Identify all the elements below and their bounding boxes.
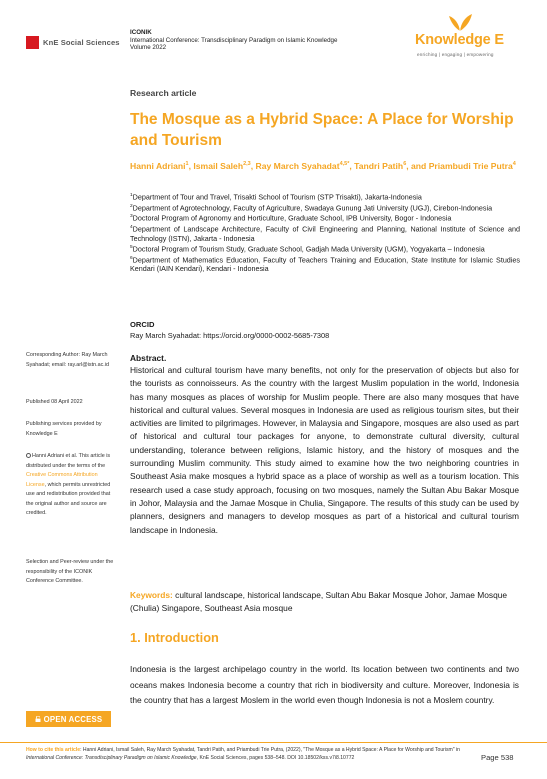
affiliation-text: Department of Agrotechnology, Faculty of Agriculture, Swadaya Gunung Jati University (UGJ), Cirebon-Indonesia (132, 203, 493, 213)
brand-tagline: enriching | engaging | empowering (417, 52, 494, 57)
copyright-notice: Hanni Adriani et al. This article is distributed under the terms of the Creative Commons Attribution License, which permits unrestricted use and redistribution provided that the original author and source are credited. (26, 453, 111, 516)
section-heading: 1. Introduction (130, 630, 219, 645)
author-affiliation-marker: 4,5* (339, 161, 350, 167)
author-name: Priambudi Trie Putra (428, 160, 513, 171)
abstract-heading: Abstract. (130, 353, 167, 363)
lock-open-icon (35, 716, 41, 722)
affiliation-number: 3 (130, 214, 133, 220)
author-affiliation-marker: 1 (185, 161, 189, 167)
author-affiliation-marker: 4 (512, 161, 516, 167)
footer-rule (0, 742, 547, 743)
affiliation-text: Doctoral Program of Tourism Study, Graduate School, Gadjah Mada University (UGM), Yogyakarta – Indonesia (132, 244, 485, 254)
publishing-services: Publishing services provided by Knowledge E (26, 421, 102, 437)
affiliation (130, 223, 520, 243)
knowledge-e-logo (411, 14, 539, 62)
author-name: Hanni Adriani (130, 160, 186, 171)
author-name: Tandri Patih (354, 160, 404, 171)
affiliation-list (130, 191, 520, 274)
orcid-heading: ORCID (130, 320, 155, 329)
author-name: Ismail Saleh (193, 160, 244, 171)
affiliation-text: Department of Mathematics Education, Faculty of Teachers Training and Education, State Institute for Islamic Studies Kendari (IAIN Kendari), Kendari - Indonesia (130, 255, 520, 274)
affiliation (130, 191, 520, 202)
author-separator: , and (406, 160, 429, 171)
affiliation-number: 4 (130, 225, 133, 231)
copyright-icon (26, 453, 31, 458)
published-date: Published 08 April 2022 (26, 399, 83, 405)
author-name: Ray March Syahadat (255, 160, 340, 171)
affiliation-number: 5 (130, 245, 133, 251)
affiliation (130, 202, 520, 213)
leaf-icon (445, 12, 475, 32)
citation-label: How to cite this article (26, 747, 81, 753)
affiliation (130, 243, 520, 254)
affiliation-text: Doctoral Program of Agronomy and Horticulture, Graduate School, IPB University, Bogor - Indonesia (132, 213, 452, 223)
open-access-badge: OPEN ACCESS (26, 711, 111, 727)
license-link[interactable]: Creative Commons Attribution License (26, 472, 98, 488)
journal-name: International Conference: Transdisciplinary Paradigm on Islamic Knowledge (130, 36, 338, 44)
intro-paragraph: Indonesia is the largest archipelago country in the world. Its location between two continents and two oceans makes Indonesia become a country that rich in biodiversity and culture. Moreover, Indonesia is the country that has a largest Moslem in the world even though Indonesia is not a Moslem country. (130, 664, 519, 705)
affiliation-number: 6 (130, 255, 133, 261)
author-list (130, 158, 520, 172)
author-affiliation-marker: 2,3 (243, 161, 251, 167)
affiliation (130, 212, 520, 223)
journal-acronym: ICONIK (130, 29, 152, 36)
page-number: Page 538 (481, 753, 514, 762)
kne-logo (26, 36, 120, 49)
affiliation-text: Department of Tour and Travel, Trisakti School of Tourism (STP Trisakti), Jakarta-Indonesia (132, 192, 422, 202)
affiliation (130, 254, 520, 274)
brand-name: Knowledge E (415, 32, 504, 48)
publisher-name: KnE Social Sciences (43, 38, 120, 47)
citation: How to cite this article: Hanni Adriani, Ismail Saleh, Ray March Syahadat, Tandri Patih, and Priambudi Trie Putra, (2022), "The Mosque as a Hybrid Space: A Place for Worship and Tourism" in International Conference: Transdisciplinary Paradigm on Islamic Knowledge, KnE Social Sciences, pages 538–548. DOI 10.18502/kss.v7i8.10772 (26, 747, 460, 761)
author-separator: , (188, 160, 194, 171)
page-header (0, 0, 547, 66)
keywords-heading: Keywords: (130, 590, 173, 600)
author-separator: , (349, 160, 355, 171)
author-separator: , (250, 160, 256, 171)
peer-review-note: Selection and Peer-review under the responsibility of the ICONIK Conference Committee. (26, 559, 114, 584)
journal-volume: Volume 2022 (130, 44, 167, 52)
article-title: The Mosque as a Hybrid Space: A Place for Worship and Tourism (130, 111, 514, 149)
abstract-text: Historical and cultural tourism have many benefits, not only for the preservation of objects but also for the tourists as connoisseurs. As the country with the largest Muslim population in the world, Indonesia has many mosques as places of worship for Muslim people. There are also many mosques that have historical and cultural values. Several mosques in Indonesia are used as religious tourism sites, but their activities are limited to pilgrimages. However, in Malaysia and Singapore, mosques are also used as part of historical and cultural tour packages for anyone, to demonstrate cultural diversity, cultural understanding, tolerance between religions, Islamic history, and the history of mosques and the surrounding Muslim community. This study aimed to examine how the two neighboring countries in Southeast Asia make mosques a hybrid space as a place of worship as well as a tourism location. This research used a case study approach, focusing on two mosques, namely the Sultan Abu Bakar Mosque in Johor, Malaysia and the Jamae Mosque in Chulia, Singapore. The results of this study can be used by planners, designers and managers to develop mosques as part of a historical and cultural tourism landscape in Indonesia. (130, 365, 519, 535)
affiliation-text: Department of Landscape Architecture, Faculty of Civil Engineering and Planning, National Institute of Science and Technology (ISTN), Jakarta - Indonesia (130, 224, 520, 243)
affiliation-number: 1 (130, 193, 133, 198)
keywords-text: cultural landscape, historical landscape, Sultan Abu Bakar Mosque Johor, Jamae Mosque (Chulia) Singapore, Southeast Asia mosque (130, 590, 508, 613)
journal-info (130, 29, 337, 52)
affiliation-number: 2 (130, 203, 133, 209)
author-affiliation-marker: 6 (403, 161, 407, 167)
kne-mark-icon (26, 36, 39, 49)
article-type: Research article (130, 88, 197, 98)
corresponding-author: Corresponding Author: Ray March Syahadat; email: ray.arl@istn.ac.id (26, 352, 109, 368)
keywords (130, 589, 522, 615)
orcid-link[interactable]: Ray March Syahadat: https://orcid.org/0000-0002-5685-7308 (130, 331, 330, 340)
